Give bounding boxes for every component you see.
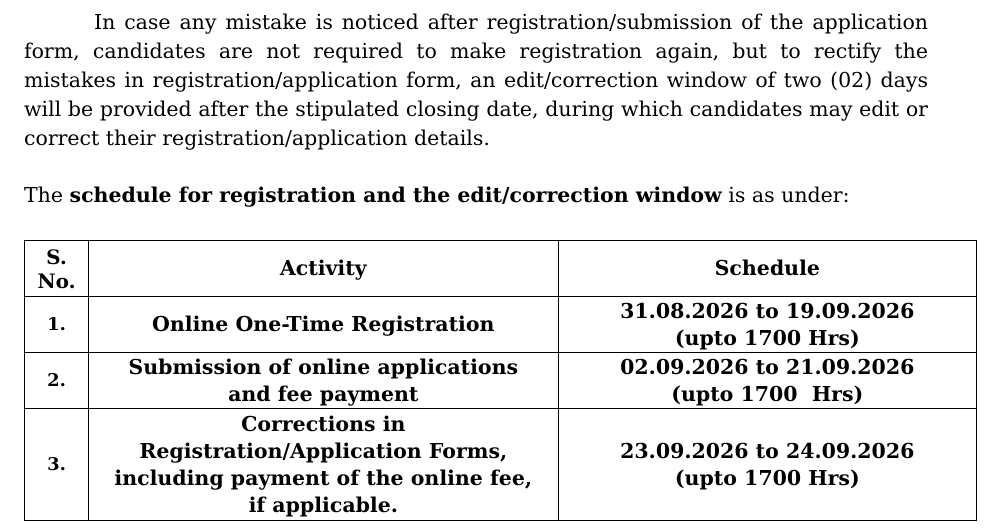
schedule-table: [24, 240, 977, 521]
row-schedule: [558, 409, 976, 521]
activity-line: Online One-Time Registration: [152, 312, 495, 336]
intro-prefix: The: [24, 183, 70, 207]
schedule-time: (upto 1700 Hrs): [671, 381, 864, 406]
schedule-dates: 02.09.2026 to 21.09.2026: [620, 354, 915, 379]
header-sno: [25, 241, 89, 297]
header-sno-line1: S.: [46, 244, 67, 269]
activity-line: including payment of the online fee,: [114, 465, 533, 490]
row-sno: 3.: [25, 409, 89, 521]
row-sno: 1.: [25, 297, 89, 353]
table-header-row: [25, 241, 977, 297]
table-row: [25, 409, 977, 521]
schedule-time: (upto 1700 Hrs): [674, 465, 860, 490]
schedule-intro: [24, 181, 850, 210]
row-activity: [88, 353, 558, 409]
notice-paragraph: In case any mistake is noticed after registration/submission of the application form, candidates are not required to make registration again, but to rectify the mistakes in registration/application form, an edit/correction window of two (02) days will be provided after the stipulated closing date, during which candidates may edit or correct their registration/application details.: [24, 10, 928, 150]
activity-line: and fee payment: [228, 381, 419, 406]
intro-suffix: is as under:: [721, 183, 850, 207]
schedule-dates: 23.09.2026 to 24.09.2026: [620, 438, 915, 463]
row-activity: [88, 409, 558, 521]
activity-line: Registration/Application Forms,: [139, 438, 508, 463]
table-row: [25, 297, 977, 353]
header-activity: Activity: [88, 241, 558, 297]
activity-line: Submission of online applications: [128, 354, 519, 379]
header-sno-line2: No.: [37, 268, 76, 293]
activity-line: Corrections in: [241, 411, 406, 436]
header-schedule: Schedule: [558, 241, 976, 297]
table-row: [25, 353, 977, 409]
row-schedule: [558, 297, 976, 353]
activity-line: if applicable.: [248, 492, 398, 517]
row-sno: 2.: [25, 353, 89, 409]
row-activity: [88, 297, 558, 353]
schedule-time: (upto 1700 Hrs): [674, 325, 860, 350]
row-schedule: [558, 353, 976, 409]
schedule-dates: 31.08.2026 to 19.09.2026: [620, 298, 915, 323]
intro-bold: schedule for registration and the edit/correction window: [69, 183, 722, 207]
